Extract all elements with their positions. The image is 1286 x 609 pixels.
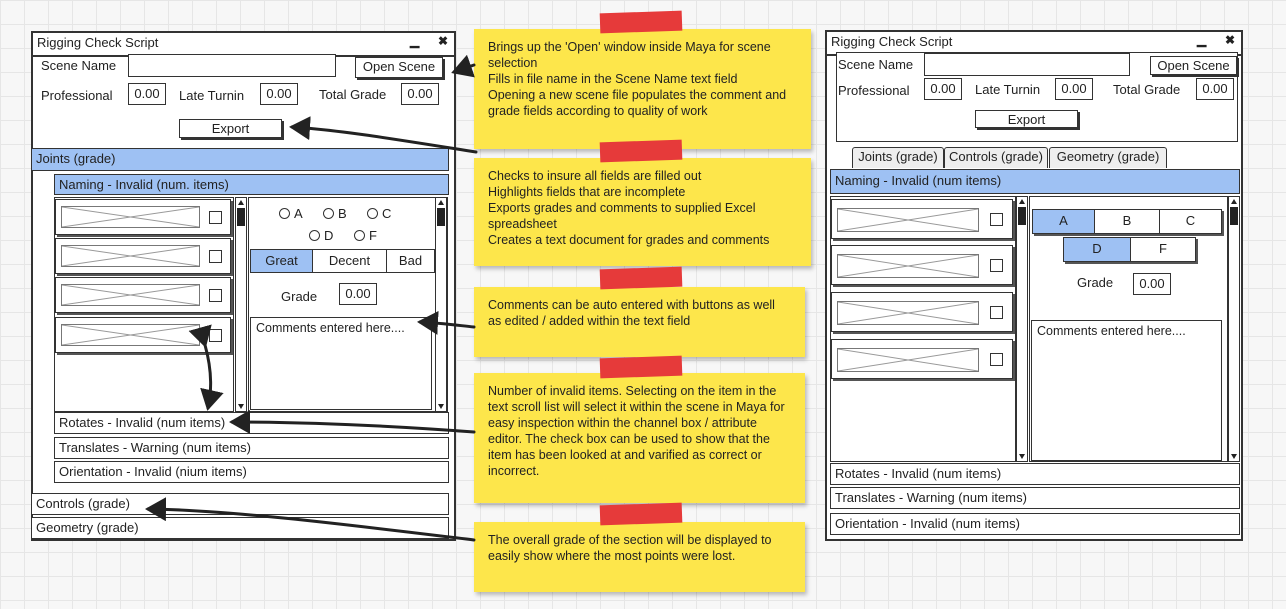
right-panel-scrollbar[interactable] [1228, 196, 1240, 462]
left-grade-field[interactable]: 0.00 [339, 283, 377, 305]
left-professional-field[interactable]: 0.00 [128, 83, 166, 105]
note-comments-text: Comments can be auto entered with buttons as well as edited / added within the text field [488, 298, 775, 328]
tab-controls[interactable]: Controls (grade) [944, 147, 1048, 168]
item-checkbox[interactable] [990, 353, 1003, 366]
image-placeholder-icon [837, 254, 979, 278]
left-late-turnin-field[interactable]: 0.00 [260, 83, 298, 105]
arrow-list-to-rotates [205, 345, 211, 408]
tab-joints[interactable]: Joints (grade) [852, 147, 944, 168]
note-section-grade-text: The overall grade of the section will be displayed to easily show where the most points were lost. [488, 533, 772, 563]
radio-d[interactable]: D [309, 228, 333, 243]
minimize-icon[interactable]: ▁ [410, 34, 420, 48]
image-placeholder-icon [837, 301, 979, 325]
left-geometry-header[interactable]: Geometry (grade) [31, 517, 449, 539]
right-export-button[interactable]: Export [975, 110, 1078, 128]
left-rotates-header[interactable]: Rotates - Invalid (num items) [54, 412, 449, 434]
left-orientation-header[interactable]: Orientation - Invalid (nium items) [54, 461, 449, 483]
left-translates-header[interactable]: Translates - Warning (num items) [54, 437, 449, 459]
left-scene-name-label: Scene Name [41, 58, 117, 73]
minimize-icon[interactable]: ▁ [1197, 33, 1207, 47]
grade-c-button[interactable]: C [1185, 213, 1196, 228]
right-total-grade-field[interactable]: 0.00 [1196, 78, 1234, 100]
right-open-scene-button[interactable]: Open Scene [1150, 56, 1237, 75]
image-placeholder-icon [837, 348, 979, 372]
grade-f-button[interactable]: F [1159, 241, 1167, 256]
left-controls-header[interactable]: Controls (grade) [31, 493, 449, 515]
left-window-title: Rigging Check Script [37, 35, 159, 50]
left-open-scene-button[interactable]: Open Scene [355, 57, 443, 78]
list-item[interactable] [831, 339, 1013, 379]
left-late-turnin-label: Late Turnin [179, 88, 245, 103]
great-button[interactable]: Great [251, 250, 313, 272]
list-item[interactable] [831, 199, 1013, 239]
right-grade-buttons-row1 [1032, 209, 1222, 234]
arrow-controls [148, 509, 474, 540]
close-icon[interactable]: ✖ [1225, 33, 1236, 47]
tab-geometry[interactable]: Geometry (grade) [1049, 147, 1167, 168]
left-total-grade-label: Total Grade [319, 87, 387, 102]
left-comments-text: Comments entered here.... [256, 321, 405, 335]
scroll-down-icon[interactable] [1019, 454, 1025, 459]
right-grade-field[interactable]: 0.00 [1133, 273, 1171, 295]
item-checkbox[interactable] [990, 259, 1003, 272]
scroll-up-icon[interactable] [1231, 199, 1237, 204]
grade-b-button[interactable]: B [1095, 210, 1160, 233]
right-list-scrollbar[interactable] [1016, 196, 1028, 462]
radio-b[interactable]: B [323, 206, 347, 221]
close-icon[interactable]: ✖ [438, 34, 449, 48]
right-comments-field[interactable] [1031, 320, 1222, 461]
radio-a[interactable]: A [279, 206, 303, 221]
note-invalid-items-text: Number of invalid items. Selecting on the item in the text scroll list will select it within the scene in Maya for easy inspection within the channel box / attribute editor. The check box can be used to show that the item has been looked at and varified as correct or incorrect. [488, 384, 785, 478]
right-grade-label: Grade [1077, 275, 1114, 290]
scroll-thumb[interactable] [1230, 207, 1238, 225]
right-professional-field[interactable]: 0.00 [924, 78, 962, 100]
item-checkbox[interactable] [990, 306, 1003, 319]
right-translates-header[interactable]: Translates - Warning (num items) [830, 487, 1240, 509]
right-scene-name-input[interactable] [924, 53, 1130, 76]
left-professional-label: Professional [41, 88, 113, 103]
note-open-scene-text: Brings up the 'Open' window inside Maya for scene selection Fills in file name in the Scene Name text field Opening a new scene file populates the comment and grade fields according to quality of work [488, 40, 787, 118]
list-item[interactable] [831, 292, 1013, 332]
right-naming-header[interactable]: Naming - Invalid (num items) [830, 169, 1240, 194]
arrow-comments [420, 322, 474, 327]
item-checkbox[interactable] [990, 213, 1003, 226]
right-comments-text: Comments entered here.... [1037, 324, 1186, 338]
left-export-button[interactable]: Export [179, 119, 282, 138]
left-grade-label: Grade [281, 289, 318, 304]
list-item[interactable] [831, 245, 1013, 285]
left-naming-header[interactable]: Naming - Invalid (num. items) [54, 174, 449, 195]
left-joints-header[interactable]: Joints (grade) [31, 148, 449, 171]
scroll-thumb[interactable] [1018, 207, 1026, 225]
arrow-open-scene [454, 65, 474, 72]
scroll-up-icon[interactable] [1019, 199, 1025, 204]
radio-f[interactable]: F [354, 228, 377, 243]
scroll-down-icon[interactable] [1231, 454, 1237, 459]
right-scene-name-label: Scene Name [838, 57, 914, 72]
right-grade-buttons-row2 [1063, 237, 1196, 262]
right-window-title: Rigging Check Script [831, 34, 953, 49]
right-rotates-header[interactable]: Rotates - Invalid (num items) [830, 463, 1240, 485]
image-placeholder-icon [837, 208, 979, 232]
left-total-grade-field[interactable]: 0.00 [401, 83, 439, 105]
right-orientation-header[interactable]: Orientation - Invalid (num items) [830, 513, 1240, 535]
right-professional-label: Professional [838, 83, 910, 98]
arrow-rotates [232, 422, 474, 432]
decent-button[interactable]: Decent [313, 250, 387, 272]
radio-c[interactable]: C [367, 206, 391, 221]
right-total-grade-label: Total Grade [1113, 82, 1181, 97]
right-late-turnin-field[interactable]: 0.00 [1055, 78, 1093, 100]
right-late-turnin-label: Late Turnin [975, 82, 1041, 97]
arrow-export [292, 127, 476, 152]
bad-button[interactable]: Bad [398, 253, 423, 268]
grade-a-button[interactable]: A [1033, 210, 1095, 233]
note-export-text: Checks to insure all fields are filled out Highlights fields that are incomplete Exports grades and comments to supplied Excel spreadsheet Creates a text document for grades and comments [488, 169, 770, 247]
grade-d-button[interactable]: D [1064, 238, 1131, 261]
